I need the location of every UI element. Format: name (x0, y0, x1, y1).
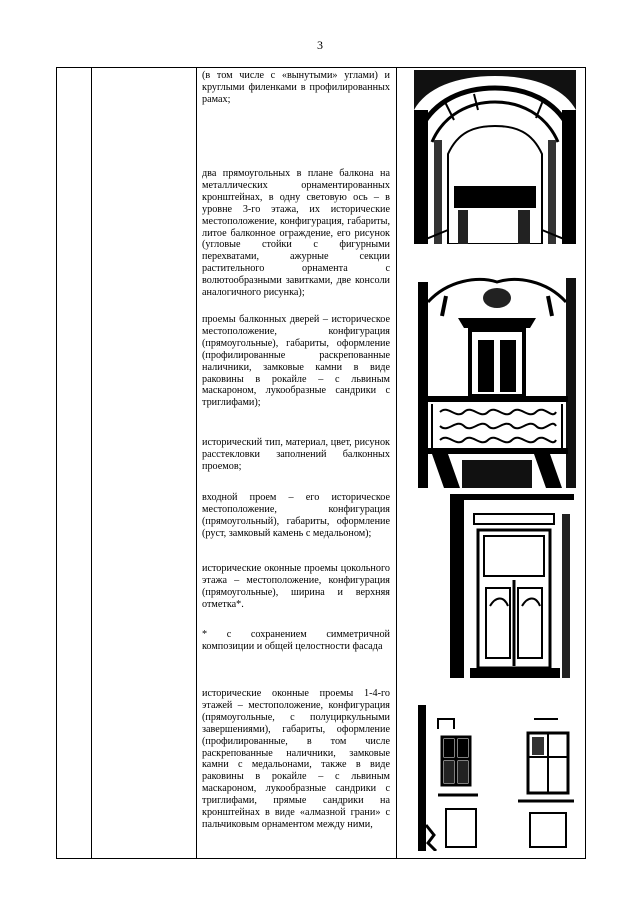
photo-facade-windows (418, 705, 576, 851)
text-paragraph: исторический тип, материал, цвет, рисунок расстекловки заполнений балконных проемов; (202, 437, 390, 472)
text-paragraph: проемы балконных дверей – историческое местоположение, конфигурация (прямоугольные), габариты, оформление (профилированные раскрепованные наличники, замковые камни в виде раковины в рокайле – с львиным маскароном, лукообразные сандрики с триглифами); (202, 314, 390, 409)
text-paragraph: входной проем – его историческое местоположение, конфигурация (прямоугольный), габариты, оформление (руст, замковый камень с медальоном); (202, 492, 390, 539)
column-divider (91, 68, 92, 858)
photo-entrance-door (450, 494, 574, 678)
page-number: 3 (317, 38, 323, 52)
text-paragraph: (в том числе с «вынутыми» углами) и круглыми филенками в профилированных рамах; (202, 70, 390, 105)
photo-arched-passage (414, 70, 576, 244)
text-paragraph: два прямоугольных в плане балкона на металлических орнаментированных кронштейнах, в одну световую ось – в уровне 3-го этажа, их исторические местоположение, конфигурация, габариты, литое балконное ограждение, его рисунок (угловые стойки с фигурными перехватами, ажурные секции растительного орнамента с волютообразными завитками, две консоли аналогичного рисунка); (202, 168, 390, 299)
column-divider (396, 68, 397, 858)
column-divider (196, 68, 197, 858)
text-paragraph: исторические оконные проемы цокольного этажа – местоположение, конфигурация (прямоугольные), ширина и верхняя отметка*. (202, 563, 390, 610)
photo-balcony (418, 272, 576, 488)
text-paragraph: * с сохранением симметричной композиции и общей целостности фасада (202, 629, 390, 652)
text-paragraph: исторические оконные проемы 1-4-го этажей – местоположение, конфигурация (прямоугольные, с полуциркульными завершениями), габариты, оформление (профилированные, в том числе раскрепованные наличники, замковые камни с медальонами, также в виде раковины в рокайле – с львиным маскароном, лукообразные сандрики с триглифами, прямые сандрики на кронштейнах в виде «алмазной грани» с пальчиковым орнаментом между ними, (202, 688, 390, 830)
